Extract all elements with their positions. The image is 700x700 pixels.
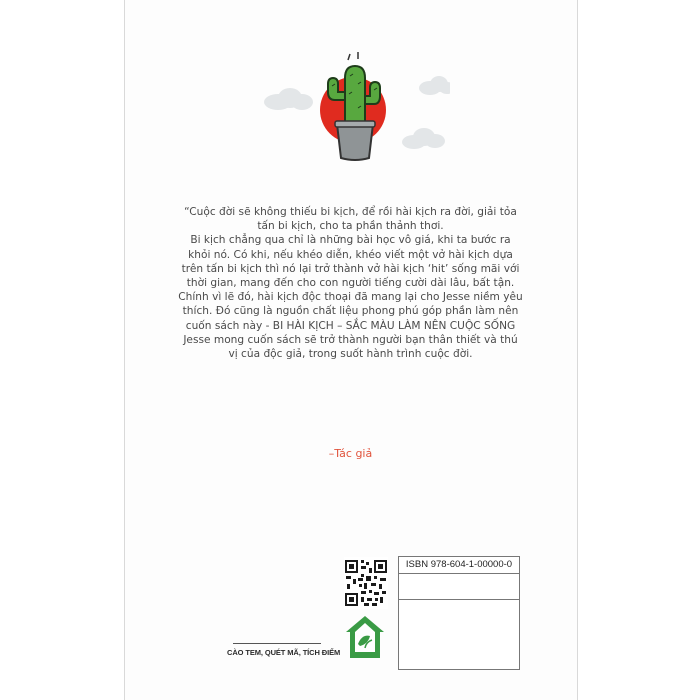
stamp-label: CÀO TEM, QUÉT MÃ, TÍCH ĐIỂM: [227, 648, 341, 657]
qr-code-icon[interactable]: [344, 557, 388, 609]
back-cover-quote: [178, 205, 523, 361]
cactus-in-pot-icon: [250, 38, 450, 168]
motion-marks-icon: [348, 52, 358, 60]
cloud-right-top-icon: [419, 76, 450, 95]
barcode-divider: [399, 599, 519, 600]
quote-paragraph: Jesse mong cuốn sách sẽ trở thành người bạn thân thiết và thú vị của độc giả, trong suốt hành trình cuộc đời.: [183, 333, 518, 361]
pot-rim-icon: [335, 121, 375, 127]
quote-paragraph: Chính vì lẽ đó, hài kịch độc thoại đã mang lại cho Jesse niềm yêu thích. Đó cũng là nguồn chất liệu phong phú góp phần làm nên cuốn sách này - BI HÀI KỊCH – SẮC MÀU LÀM NÊN CUỘC SỐNG: [178, 291, 523, 332]
stamp-divider: [233, 643, 321, 644]
author-signature: –Tác giả: [328, 447, 373, 460]
quote-paragraph: “Cuộc đời sẽ không thiếu bi kịch, để rồi hài kịch ra đời, giải tỏa tấn bi kịch, cho ta phần thảnh thơi.: [184, 206, 517, 233]
publisher-house-logo-icon: [344, 614, 386, 662]
isbn-number: ISBN 978-604-1-00000-0: [399, 557, 519, 574]
quote-paragraph: Bi kịch chẳng qua chỉ là những bài học vô giá, khi ta bước ra khỏi nó. Có khi, nếu khéo diễn, khéo viết một vở hài kịch dựa trên tấn bi kịch thì nó lại trở thành vở hài kịch ‘hit’ sống mãi với thời gian, mang đến cho con người tiếng cười dài lâu, bất tận.: [181, 234, 520, 290]
cloud-left-icon: [264, 88, 313, 110]
isbn-barcode-box: [398, 556, 520, 670]
flower-pot-icon: [337, 124, 373, 160]
cloud-right-bottom-icon: [402, 128, 445, 149]
